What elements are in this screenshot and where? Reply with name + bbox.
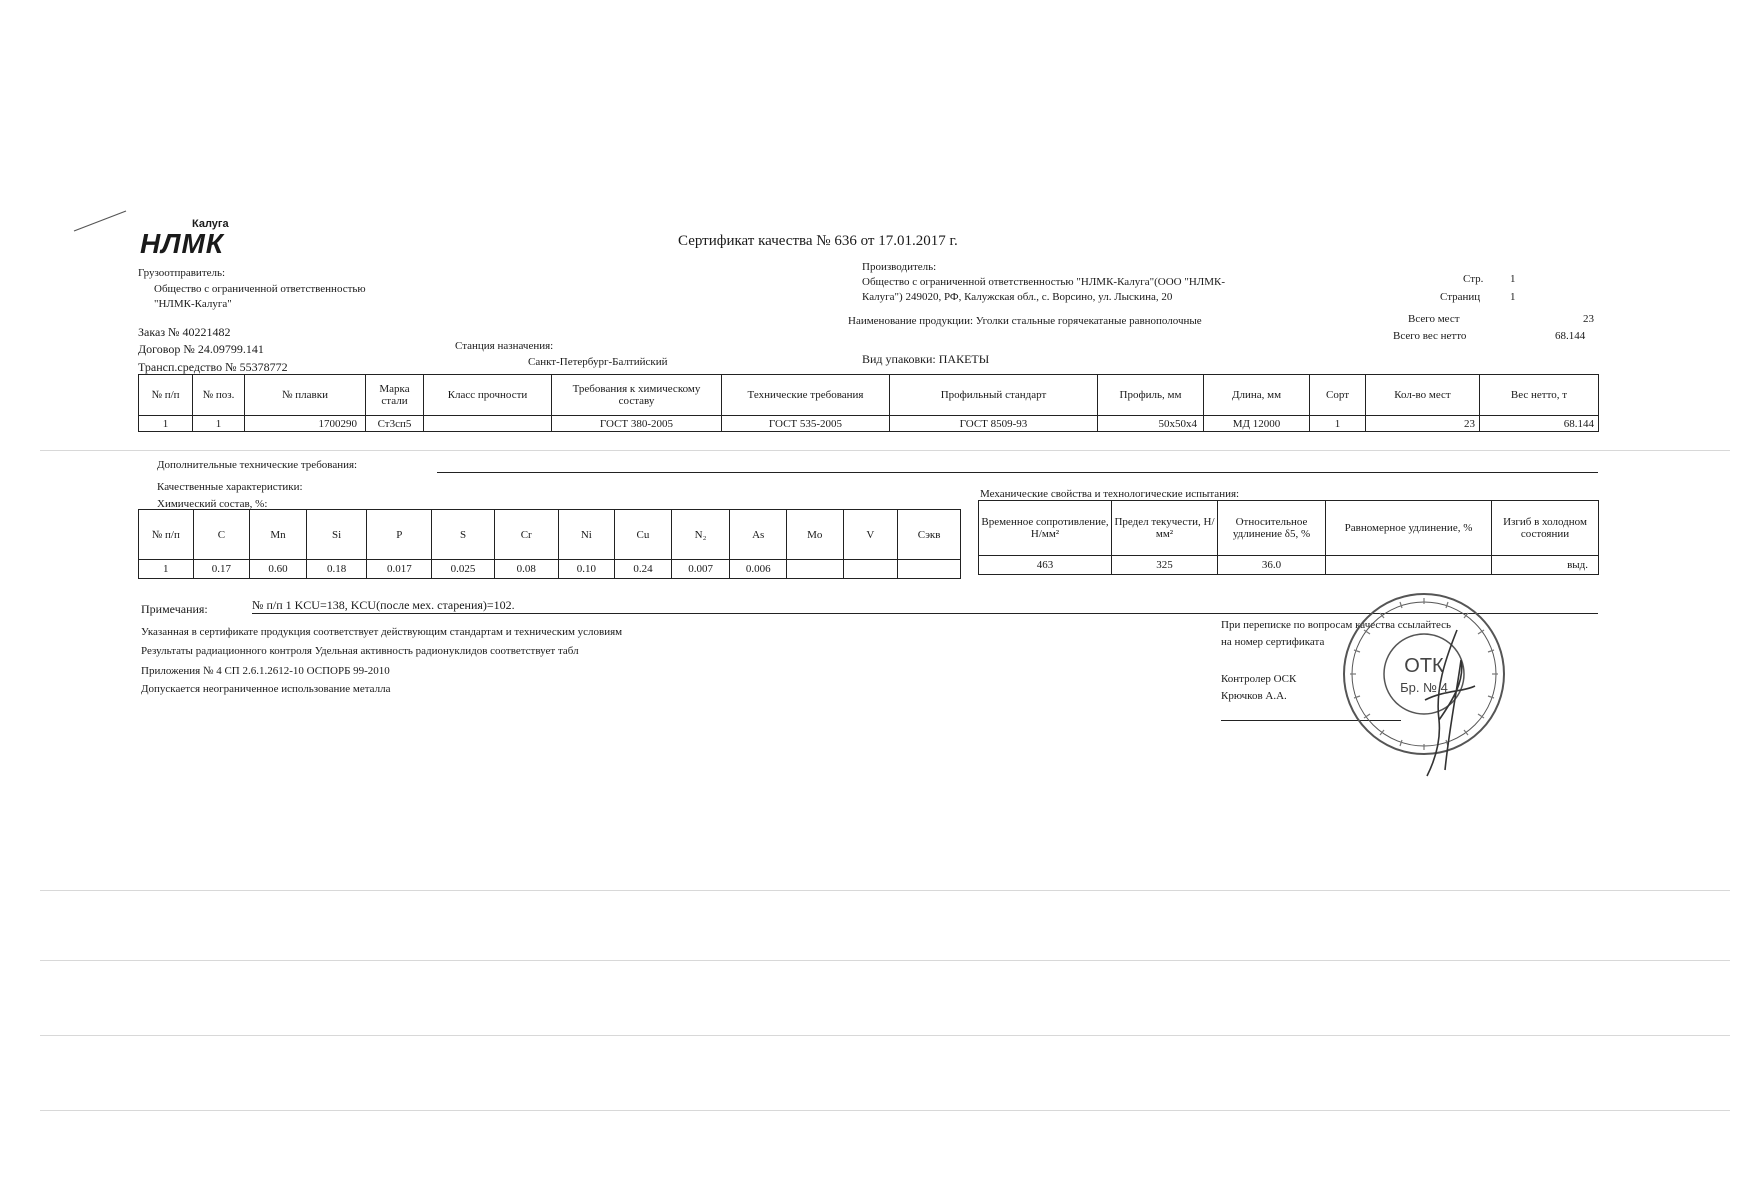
cell: 0.60 <box>250 560 307 579</box>
cell: 0.006 <box>730 560 787 579</box>
mechanical-table <box>978 500 1599 575</box>
col-header: Марка стали <box>366 375 424 416</box>
cell <box>1326 556 1492 575</box>
cell: выд. <box>1492 556 1599 575</box>
additional-requirements-label: Дополнительные технические требования: <box>157 459 358 471</box>
col-header: № п/п <box>139 375 193 416</box>
destination-value: Санкт-Петербург-Балтийский <box>528 356 668 368</box>
col-header: Si <box>306 510 367 560</box>
cell: 0.08 <box>494 560 558 579</box>
contract-number: Договор № 24.09799.141 <box>138 342 264 356</box>
sender-line1: Общество с ограниченной ответственностью <box>154 283 366 295</box>
producer-line2: Калуга") 249020, РФ, Калужская обл., с. Ворсино, ул. Лыскина, 20 <box>862 291 1173 303</box>
cell: 0.017 <box>367 560 432 579</box>
cell: 1 <box>193 416 245 432</box>
chemistry-table-header <box>139 510 961 560</box>
scan-line <box>40 450 1730 451</box>
col-header: P <box>367 510 432 560</box>
weight-label: Всего вес нетто <box>1393 330 1467 342</box>
cell: 0.24 <box>615 560 672 579</box>
col-header: Профильный стандарт <box>890 375 1098 416</box>
appendix-line: Приложения № 4 СП 2.6.1.2612-10 ОСПОРБ 99-2010 <box>141 665 390 677</box>
additional-requirements-line <box>437 472 1598 473</box>
pages-label: Страниц <box>1440 291 1481 303</box>
radiation-line: Результаты радиационного контроля Удельная активность радионуклидов соответствует табл <box>141 645 579 657</box>
col-header: V <box>843 510 898 560</box>
packaging-type: Вид упаковки: ПАКЕТЫ <box>862 352 990 366</box>
cell: 1 <box>139 560 194 579</box>
pages-value: 1 <box>1510 291 1516 303</box>
cell: МД 12000 <box>1204 416 1310 432</box>
destination-label: Станция назначения: <box>455 340 554 352</box>
cell: 36.0 <box>1218 556 1326 575</box>
weight-value: 68.144 <box>1555 330 1586 342</box>
cell <box>787 560 844 579</box>
certificate-title: Сертификат качества № 636 от 17.01.2017 г. <box>678 233 958 249</box>
compliance-line: Указанная в сертификате продукция соответствует действующим стандартам и техническим условиям <box>141 626 623 638</box>
cell: 0.007 <box>671 560 730 579</box>
col-header: Cu <box>615 510 672 560</box>
inquiry-line2: на номер сертификата <box>1221 636 1325 648</box>
col-header: Предел текучести, Н/мм² <box>1112 501 1218 556</box>
company-logo <box>140 218 300 260</box>
places-value: 23 <box>1583 313 1594 325</box>
controller-title: Контролер ОСК <box>1221 673 1297 685</box>
cell: Ст3сп5 <box>366 416 424 432</box>
col-header: Профиль, мм <box>1098 375 1204 416</box>
col-header: Требования к химическому составу <box>552 375 722 416</box>
places-label: Всего мест <box>1408 313 1460 325</box>
producer-line1: Общество с ограниченной ответственностью "НЛМК-Калуга"(ООО "НЛМК- <box>862 276 1226 288</box>
cell <box>898 560 961 579</box>
cell: 1 <box>1310 416 1366 432</box>
sender-line2: "НЛМК-Калуга" <box>154 298 232 310</box>
col-header: Длина, мм <box>1204 375 1310 416</box>
cell: 0.10 <box>558 560 615 579</box>
col-header: Кол-во мест <box>1366 375 1480 416</box>
col-header: Относительное удлинение δ5, % <box>1218 501 1326 556</box>
col-header: № поз. <box>193 375 245 416</box>
product-table <box>138 374 1599 432</box>
controller-name: Крючков А.А. <box>1221 690 1287 702</box>
product-name: Наименование продукции: Уголки стальные горячекатаные равнополочные <box>848 315 1202 327</box>
controller-signature <box>1405 620 1485 780</box>
col-header: S <box>432 510 495 560</box>
cell: ГОСТ 8509-93 <box>890 416 1098 432</box>
cell: 463 <box>979 556 1112 575</box>
cell <box>843 560 898 579</box>
page-label: Стр. <box>1463 273 1484 285</box>
cell: ГОСТ 535-2005 <box>722 416 890 432</box>
col-header: Ni <box>558 510 615 560</box>
col-header: As <box>730 510 787 560</box>
cell: 0.025 <box>432 560 495 579</box>
cell: 68.144 <box>1480 416 1599 432</box>
logo-wordmark: НЛМК <box>140 228 224 259</box>
notes-label: Примечания: <box>141 602 208 616</box>
transport-number: Трансп.средство № 55378772 <box>138 360 288 374</box>
col-header: Временное сопротивление, Н/мм² <box>979 501 1112 556</box>
col-header: Класс прочности <box>424 375 552 416</box>
cell: 1700290 <box>245 416 366 432</box>
scan-line <box>40 1035 1730 1036</box>
cell: 0.18 <box>306 560 367 579</box>
cell: 325 <box>1112 556 1218 575</box>
stamp-number-text: Бр. № 4 <box>1400 680 1448 695</box>
chemistry-table <box>138 509 961 579</box>
logo-city: Калуга <box>192 218 229 230</box>
col-header: Сорт <box>1310 375 1366 416</box>
cell: 23 <box>1366 416 1480 432</box>
table-row <box>979 556 1599 575</box>
col-header: Равномерное удлинение, % <box>1326 501 1492 556</box>
col-header: № п/п <box>139 510 194 560</box>
sender-label: Грузоотправитель: <box>138 267 226 279</box>
col-header: N₂ <box>671 510 730 560</box>
quality-label: Качественные характеристики: <box>157 481 303 493</box>
scan-line <box>40 1110 1730 1111</box>
cell: ГОСТ 380-2005 <box>552 416 722 432</box>
col-header: Cr <box>494 510 558 560</box>
chem-label: Химический состав, %: <box>157 498 268 510</box>
col-header: Mo <box>787 510 844 560</box>
table-row <box>139 416 1599 432</box>
scan-line <box>40 960 1730 961</box>
stamp-otk-text: ОТК <box>1404 655 1444 677</box>
producer-label: Производитель: <box>862 261 937 273</box>
scan-line <box>40 890 1730 891</box>
col-header: Технические требования <box>722 375 890 416</box>
cell <box>424 416 552 432</box>
col-header: Mn <box>250 510 307 560</box>
inquiry-line1: При переписке по вопросам качества ссылайтесь <box>1221 619 1452 631</box>
col-header: № плавки <box>245 375 366 416</box>
col-header: C <box>193 510 250 560</box>
cell: 50х50х4 <box>1098 416 1204 432</box>
product-table-header <box>139 375 1599 416</box>
mechanical-table-header <box>979 501 1599 556</box>
usage-line: Допускается неограниченное использование металла <box>141 683 391 695</box>
mech-label: Механические свойства и технологические испытания: <box>980 488 1240 500</box>
table-row <box>139 560 961 579</box>
notes-value: № п/п 1 KCU=138, KCU(после мех. старения)=102. <box>252 598 515 612</box>
page-value: 1 <box>1510 273 1516 285</box>
col-header: Сэкв <box>898 510 961 560</box>
col-header: Вес нетто, т <box>1480 375 1599 416</box>
col-header: Изгиб в холодном состоянии <box>1492 501 1599 556</box>
pen-mark <box>70 205 130 235</box>
cell: 0.17 <box>193 560 250 579</box>
order-number: Заказ № 40221482 <box>138 325 231 339</box>
cell: 1 <box>139 416 193 432</box>
